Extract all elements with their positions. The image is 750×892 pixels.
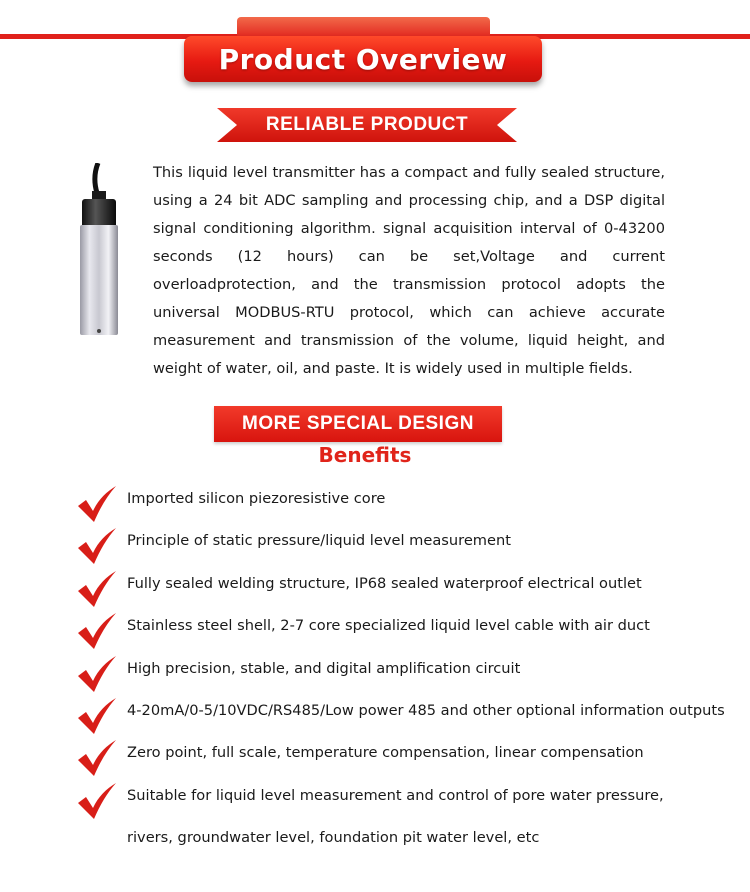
checkmark-icon: [76, 484, 118, 524]
benefits-heading: Benefits: [318, 443, 412, 467]
checkmark-icon: [76, 526, 118, 566]
product-image: [72, 163, 132, 338]
checkmark-icon: [76, 611, 118, 651]
checkmark-icon: [76, 781, 118, 821]
list-item: [0, 738, 750, 768]
list-item: [0, 569, 750, 599]
benefit-text: Fully sealed welding structure, IP68 sealed waterproof electrical outlet: [127, 575, 642, 592]
benefit-text: 4-20mA/0-5/10VDC/RS485/Low power 485 and other optional information outputs: [127, 702, 725, 719]
list-item: [0, 484, 750, 514]
benefit-text: Principle of static pressure/liquid level measurement: [127, 532, 511, 549]
benefit-text: Zero point, full scale, temperature compensation, linear compensation: [127, 744, 644, 761]
list-item: [0, 696, 750, 726]
benefit-text-continuation: rivers, groundwater level, foundation pit water level, etc: [127, 829, 540, 846]
reliable-product-label: RELIABLE PRODUCT: [265, 114, 469, 135]
benefit-text: Stainless steel shell, 2-7 core specialized liquid level cable with air duct: [127, 617, 650, 634]
checkmark-icon: [76, 696, 118, 736]
list-item: [0, 611, 750, 641]
benefit-text: Imported silicon piezoresistive core: [127, 490, 386, 507]
list-item: [0, 526, 750, 556]
list-item: [0, 781, 750, 811]
checkmark-icon: [76, 738, 118, 778]
benefit-text: High precision, stable, and digital amplification circuit: [127, 660, 521, 677]
reliable-product-banner: [217, 108, 517, 142]
checkmark-icon: [76, 654, 118, 694]
list-item: [0, 654, 750, 684]
checkmark-icon: [76, 569, 118, 609]
list-item-continuation: [0, 823, 750, 853]
page-title: Product Overview: [184, 36, 542, 82]
more-special-design-banner: MORE SPECIAL DESIGN: [214, 406, 502, 442]
product-description: This liquid level transmitter has a compact and fully sealed structure, using a 24 bit ADC sampling and processing chip, and a DSP digital signal conditioning algorithm. signal acquisition interval of 0-43200 seconds (12 hours) can be set,Voltage and current overloadprotection, and the transmission protocol adopts the universal MODBUS-RTU protocol, which can achieve accurate measurement and transmission of the volume, liquid height, and weight of water, oil, and paste. It is widely used in multiple fields.: [153, 164, 665, 377]
benefit-text: Suitable for liquid level measurement and control of pore water pressure,: [127, 787, 664, 804]
